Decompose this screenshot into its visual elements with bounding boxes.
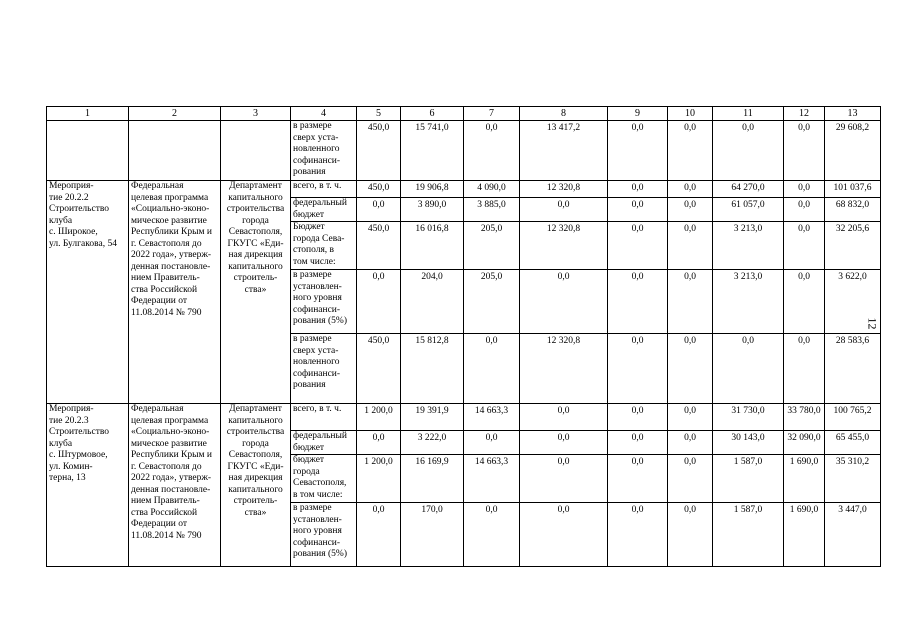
amount-cell: 1 200,0 [357,455,401,503]
page-number: 12 [865,317,880,330]
program-name: Федеральная целевая программа «Социально-эконо- мическое развитие Республики Крым и г. Севастополя до 2022 года», утверж- денная постановле- нием Правитель- ства Российской Федерации от 11.08.2014 № 790 [129,404,221,567]
amount-cell: 0,0 [668,431,713,455]
amount-cell: 0,0 [608,404,668,431]
amount-cell: 61 057,0 [713,198,784,222]
amount-cell: 0,0 [784,198,825,222]
amount-cell: 0,0 [784,270,825,334]
column-number: 1 [47,107,129,121]
amount-cell: 1 200,0 [357,404,401,431]
table-row [47,404,881,431]
amount-cell: 0,0 [520,455,608,503]
amount-cell: 0,0 [357,198,401,222]
amount-cell: 64 270,0 [713,181,784,198]
column-number: 9 [608,107,668,121]
amount-cell: 0,0 [668,121,713,181]
table-row [47,121,881,181]
amount-cell: 0,0 [608,121,668,181]
amount-cell: 0,0 [464,334,520,404]
amount-cell: 3 213,0 [713,222,784,270]
amount-cell: 65 455,0 [825,431,881,455]
amount-cell: 205,0 [464,222,520,270]
amount-cell: 3 622,0 [825,270,881,334]
column-number: 3 [221,107,291,121]
funding-source: федеральный бюджет [291,198,357,222]
amount-cell: 0,0 [668,455,713,503]
amount-cell: 15 741,0 [401,121,464,181]
column-number: 5 [357,107,401,121]
activity-name: Мероприя- тие 20.2.2 Строительство клуба с. Широкое, ул. Булгакова, 54 [47,181,129,404]
budget-table [46,106,881,567]
amount-cell: 3 885,0 [464,198,520,222]
amount-cell: 0,0 [357,270,401,334]
amount-cell: 0,0 [713,334,784,404]
amount-cell: 0,0 [464,121,520,181]
amount-cell: 0,0 [520,198,608,222]
activity-name: Мероприя- тие 20.2.3 Строительство клуба с. Штурмовое, ул. Комин- терна, 13 [47,404,129,567]
amount-cell: 32 205,6 [825,222,881,270]
amount-cell: 0,0 [608,181,668,198]
column-number: 13 [825,107,881,121]
executor-name: Департамент капитального строительства города Севастополя, ГКУГС «Еди- ная дирекция капитального строитель- ства» [221,404,291,567]
amount-cell: 3 447,0 [825,503,881,567]
amount-cell: 0,0 [608,270,668,334]
amount-cell: 4 090,0 [464,181,520,198]
amount-cell: 31 730,0 [713,404,784,431]
amount-cell: 0,0 [520,270,608,334]
amount-cell: 1 587,0 [713,503,784,567]
amount-cell: 1 690,0 [784,455,825,503]
amount-cell: 450,0 [357,181,401,198]
amount-cell: 0,0 [784,121,825,181]
amount-cell: 33 780,0 [784,404,825,431]
column-number: 10 [668,107,713,121]
amount-cell: 12 320,8 [520,181,608,198]
amount-cell: 0,0 [713,121,784,181]
amount-cell: 35 310,2 [825,455,881,503]
column-number: 2 [129,107,221,121]
amount-cell: 32 090,0 [784,431,825,455]
amount-cell: 28 583,6 [825,334,881,404]
amount-cell: 450,0 [357,222,401,270]
amount-cell: 204,0 [401,270,464,334]
funding-source: в размере сверх уста- новленного софинанси- рования [291,121,357,181]
amount-cell: 0,0 [608,455,668,503]
activity-name [47,121,129,181]
column-number: 8 [520,107,608,121]
amount-cell: 0,0 [784,181,825,198]
amount-cell: 3 222,0 [401,431,464,455]
amount-cell: 100 765,2 [825,404,881,431]
column-number: 4 [291,107,357,121]
amount-cell: 0,0 [784,222,825,270]
amount-cell: 0,0 [608,431,668,455]
funding-source: федеральный бюджет [291,431,357,455]
amount-cell: 3 213,0 [713,270,784,334]
amount-cell: 0,0 [520,503,608,567]
amount-cell: 0,0 [668,198,713,222]
amount-cell: 1 587,0 [713,455,784,503]
funding-source: всего, в т. ч. [291,181,357,198]
header-row [47,107,881,121]
funding-source: всего, в т. ч. [291,404,357,431]
amount-cell: 0,0 [668,334,713,404]
program-name: Федеральная целевая программа «Социально-эконо- мическое развитие Республики Крым и г. Севастополя до 2022 года», утверж- денная постановле- нием Правитель- ства Российской Федерации от 11.08.2014 № 790 [129,181,221,404]
amount-cell: 0,0 [668,270,713,334]
amount-cell: 0,0 [668,222,713,270]
amount-cell: 0,0 [608,334,668,404]
amount-cell: 450,0 [357,334,401,404]
funding-source: в размере установлен- ного уровня софинанси- рования (5%) [291,503,357,567]
amount-cell: 16 016,8 [401,222,464,270]
amount-cell: 450,0 [357,121,401,181]
amount-cell: 0,0 [464,431,520,455]
amount-cell: 0,0 [357,431,401,455]
amount-cell: 14 663,3 [464,404,520,431]
amount-cell: 0,0 [668,181,713,198]
amount-cell: 170,0 [401,503,464,567]
funding-source: в размере сверх уста- новленного софинанси- рования [291,334,357,404]
amount-cell: 0,0 [520,431,608,455]
funding-source: бюджет города Севастополя, в том числе: [291,455,357,503]
amount-cell: 16 169,9 [401,455,464,503]
amount-cell: 13 417,2 [520,121,608,181]
amount-cell: 0,0 [668,503,713,567]
table-row [47,181,881,198]
column-number: 6 [401,107,464,121]
amount-cell: 14 663,3 [464,455,520,503]
funding-source: Бюджет города Сева- стополя, в том числе: [291,222,357,270]
amount-cell: 205,0 [464,270,520,334]
amount-cell: 68 832,0 [825,198,881,222]
amount-cell: 0,0 [608,222,668,270]
amount-cell: 12 320,8 [520,222,608,270]
executor-name: Департамент капитального строительства города Севастополя, ГКУГС «Еди- ная дирекция капитального строитель- ства» [221,181,291,404]
column-number: 7 [464,107,520,121]
amount-cell: 12 320,8 [520,334,608,404]
amount-cell: 0,0 [464,503,520,567]
amount-cell: 101 037,6 [825,181,881,198]
amount-cell: 3 890,0 [401,198,464,222]
funding-source: в размере установлен- ного уровня софинанси- рования (5%) [291,270,357,334]
amount-cell: 0,0 [608,503,668,567]
amount-cell: 29 608,2 [825,121,881,181]
program-name [129,121,221,181]
amount-cell: 0,0 [668,404,713,431]
amount-cell: 0,0 [608,198,668,222]
amount-cell: 0,0 [357,503,401,567]
amount-cell: 19 906,8 [401,181,464,198]
amount-cell: 1 690,0 [784,503,825,567]
column-number: 12 [784,107,825,121]
column-number: 11 [713,107,784,121]
amount-cell: 19 391,9 [401,404,464,431]
amount-cell: 30 143,0 [713,431,784,455]
amount-cell: 0,0 [520,404,608,431]
amount-cell: 0,0 [784,334,825,404]
amount-cell: 15 812,8 [401,334,464,404]
executor-name [221,121,291,181]
